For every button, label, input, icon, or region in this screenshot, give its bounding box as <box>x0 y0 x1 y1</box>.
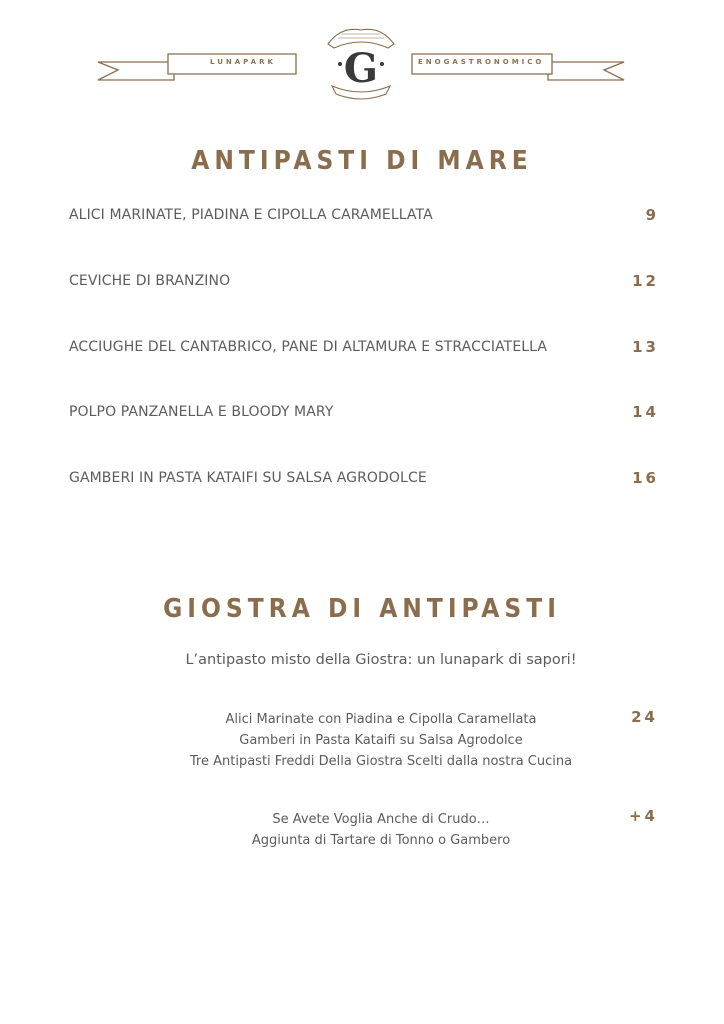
combo-line: Gamberi in Pasta Kataifi su Salsa Agrodolce <box>239 733 523 748</box>
menu-item-price: 13 <box>632 338 659 356</box>
menu-item <box>69 337 659 361</box>
menu-item <box>69 271 659 295</box>
combo-price: 24 <box>631 708 658 726</box>
menu-item-name: POLPO PANZANELLA E BLOODY MARY <box>69 404 334 420</box>
menu-item-price: 9 <box>645 206 659 224</box>
menu-item <box>69 205 659 229</box>
combo-line: Alici Marinate con Piadina e Cipolla Caramellata <box>225 712 537 727</box>
menu-item-name: GAMBERI IN PASTA KATAIFI SU SALSA AGRODOLCE <box>69 470 427 486</box>
menu-item-name: CEVICHE DI BRANZINO <box>69 273 231 289</box>
extra-description <box>0 809 724 851</box>
extra-price: +4 <box>628 807 658 825</box>
menu-item-price: 16 <box>632 469 659 487</box>
extra-line: Aggiunta di Tartare di Tonno o Gambero <box>251 833 511 848</box>
menu-item <box>69 468 659 492</box>
menu-item-name: ALICI MARINATE, PIADINA E CIPOLLA CARAMELLATA <box>69 207 433 223</box>
menu-item-name: ACCIUGHE DEL CANTABRICO, PANE DI ALTAMURA E STRACCIATELLA <box>69 339 548 355</box>
menu-item-price: 14 <box>632 403 659 421</box>
logo-letter: G <box>343 45 379 92</box>
combo-description <box>0 709 724 772</box>
combo-line: Tre Antipasti Freddi Della Giostra Scelti dalla nostra Cucina <box>189 754 573 769</box>
section-title-antipasti-mare: ANTIPASTI DI MARE <box>191 146 533 176</box>
ribbon-left-text: LUNAPARK <box>210 58 276 66</box>
ribbon-right-text: ENOGASTRONOMICO <box>418 58 545 66</box>
ribbon-banner-graphic <box>96 24 626 104</box>
logo-banner <box>96 24 626 104</box>
menu-item <box>69 402 659 426</box>
section-title-giostra: GIOSTRA DI ANTIPASTI <box>163 594 561 624</box>
extra-line: Se Avete Voglia Anche di Crudo… <box>272 812 490 827</box>
menu-item-price: 12 <box>632 272 659 290</box>
giostra-tagline: L’antipasto misto della Giostra: un lunapark di sapori! <box>185 652 577 668</box>
